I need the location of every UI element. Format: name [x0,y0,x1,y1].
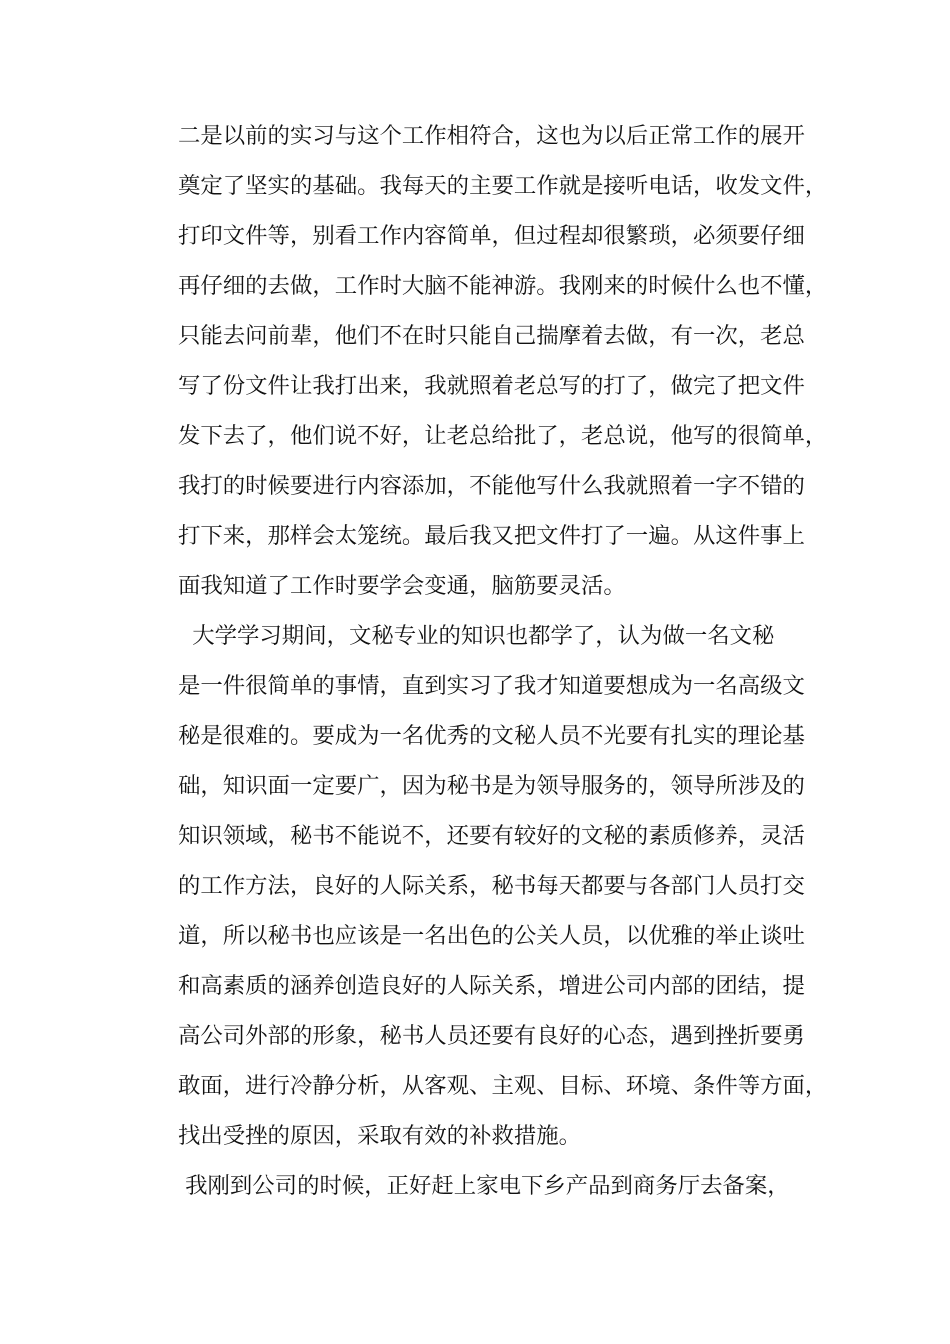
text-line: 是一件很简单的事情，直到实习了我才知道要想成为一名高级文 [178,673,805,699]
text-line: 发下去了，他们说不好，让老总给批了，老总说，他写的很简单， [178,423,828,449]
paragraph-3 [178,1161,808,1211]
text-line: 再仔细的去做，工作时大脑不能神游。我刚来的时候什么也不懂， [178,273,828,299]
text-line: 二是以前的实习与这个工作相符合，这也为以后正常工作的展开 [178,123,805,149]
text-line: 础，知识面一定要广，因为秘书是为领导服务的，领导所涉及的 [178,773,805,799]
text-line: 道，所以秘书也应该是一名出色的公关人员，以优雅的举止谈吐 [178,923,805,949]
text-line: 知识领域，秘书不能说不，还要有较好的文秘的素质修养，灵活 [178,823,805,849]
paragraph-1 [178,111,828,611]
text-line: 我打的时候要进行内容添加，不能他写什么我就照着一字不错的 [178,473,805,499]
text-line: 奠定了坚实的基础。我每天的主要工作就是接听电话，收发文件， [178,173,828,199]
text-line: 的工作方法，良好的人际关系，秘书每天都要与各部门人员打交 [178,873,805,899]
text-line: 和高素质的涵养创造良好的人际关系，增进公司内部的团结，提 [178,973,805,999]
text-line: 高公司外部的形象，秘书人员还要有良好的心态，遇到挫折要勇 [178,1023,805,1049]
text-line: 敢面，进行冷静分析，从客观、主观、目标、环境、条件等方面， [178,1073,828,1099]
text-line: 我刚到公司的时候，正好赶上家电下乡产品到商务厅去备案， [178,1173,790,1199]
text-line: 打印文件等，别看工作内容简单，但过程却很繁琐，必须要仔细 [178,223,805,249]
text-line: 大学学习期间，文秘专业的知识也都学了，认为做一名文秘 [178,623,775,649]
text-line: 打下来，那样会太笼统。最后我又把文件打了一遍。从这件事上 [178,523,805,549]
paragraph-2 [178,611,828,1161]
text-line: 只能去问前辈，他们不在时只能自己揣摩着去做，有一次，老总 [178,323,805,349]
text-line: 秘是很难的。要成为一名优秀的文秘人员不光要有扎实的理论基 [178,723,805,749]
document-body [178,111,828,1211]
text-line: 写了份文件让我打出来，我就照着老总写的打了，做完了把文件 [178,373,805,399]
text-line: 找出受挫的原因，采取有效的补救措施。 [178,1123,582,1149]
text-line: 面我知道了工作时要学会变通，脑筋要灵活。 [178,573,626,599]
